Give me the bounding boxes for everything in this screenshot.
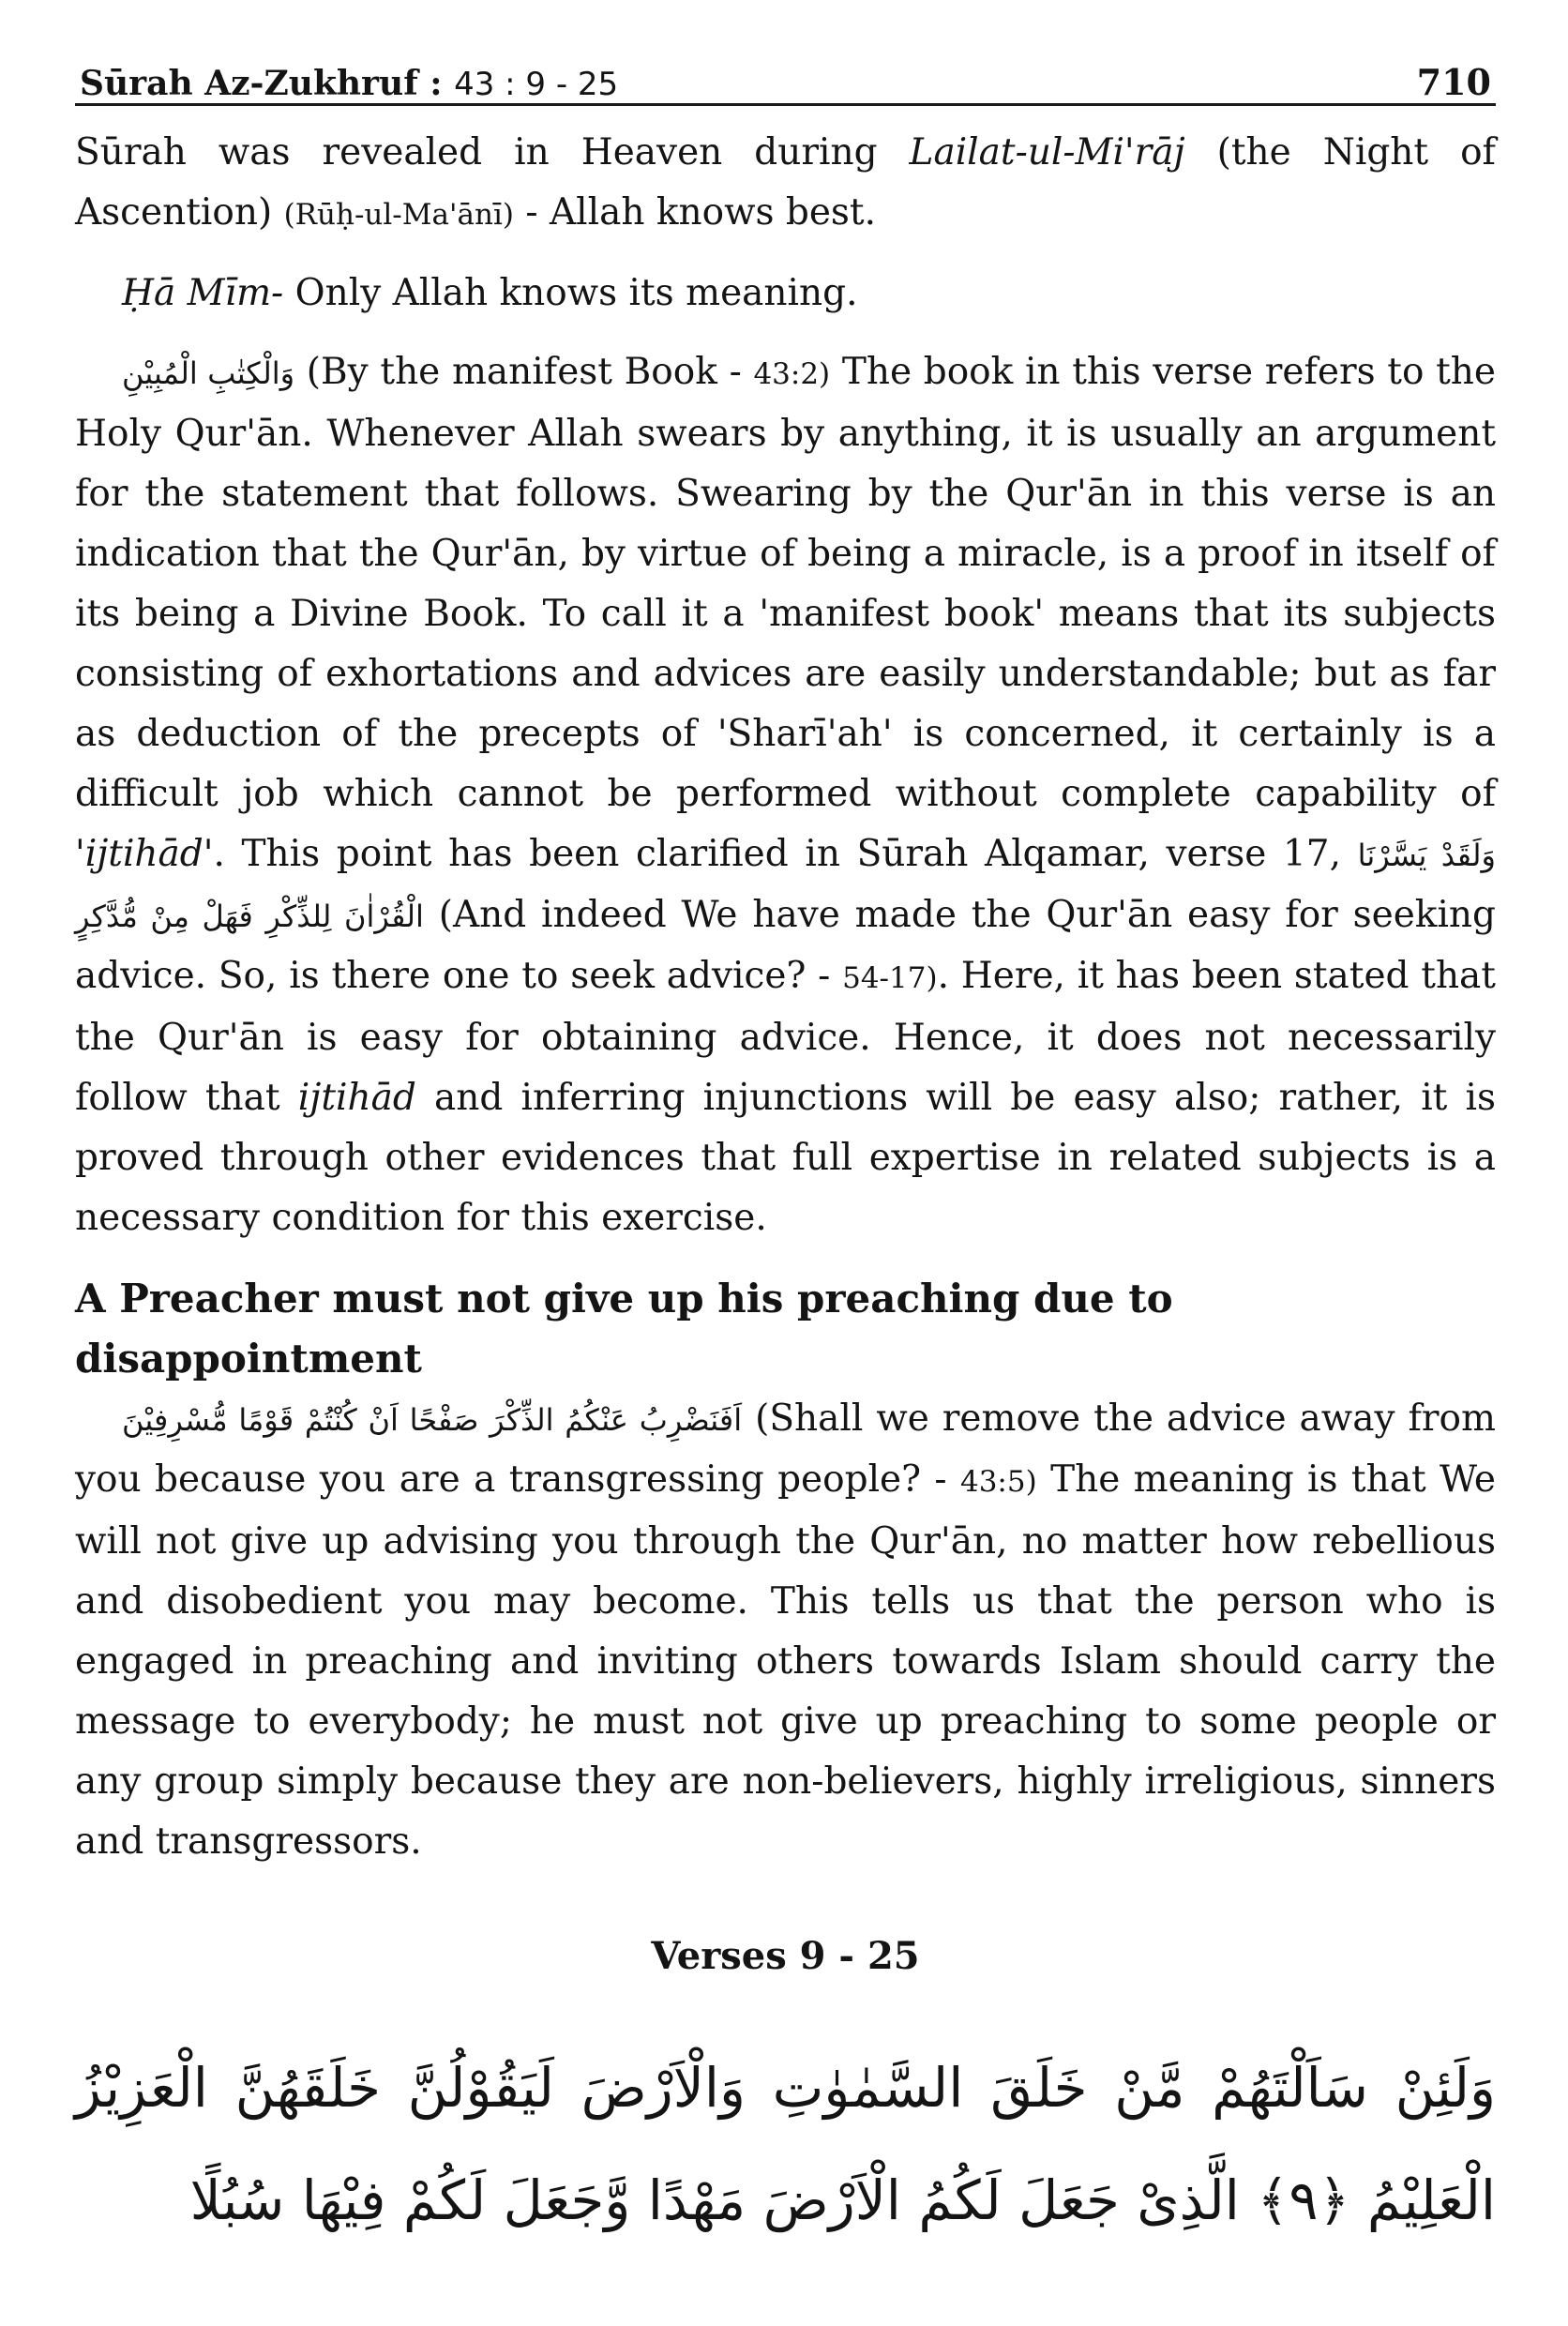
text-run: (And indeed We have made the Qur'ān easy for seeking advice. So, is there one to seek advice? - <box>75 894 1497 997</box>
body-text <box>75 123 1496 2257</box>
paragraph-revelation <box>75 123 1496 245</box>
running-header <box>75 38 1496 106</box>
text-run: - Allah knows best. <box>513 191 876 234</box>
paragraph-preaching <box>75 1389 1496 1872</box>
text-run: The meaning is that We will not give up advising you through the Qur'ān, no matter how rebellious and disobedient you may become. This tells us that the person who is engaged in preaching and inviting others towards Islam should carry the message to everybody; he must not give up preaching to some people or any group simply because they are non-believers, highly irreligious, sinners and transgressors. <box>75 1458 1496 1863</box>
text-run: and inferring injunctions will be easy also; rather, it is proved through other evidences that full expertise in related subjects is a necessary condition for this exercise. <box>75 1077 1496 1239</box>
arabic-quote: وَلَقَدْ يَسَّرْنَا الْقُرْاٰنَ لِلذِّكْرِ فَهَلْ مِنْ مُّدَّكِرٍ <box>75 838 1496 934</box>
text-run: (By the manifest Book - <box>294 351 754 393</box>
source-citation: (Rūḥ-ul-Ma'ānī) <box>283 198 514 232</box>
text-run: (Shall we remove the advice away from you because you are a transgressing people? - <box>75 1397 1497 1501</box>
surah-name: Sūrah Az-Zukhruf : <box>80 64 443 103</box>
text-run: Sūrah was revealed in Heaven during <box>75 131 910 174</box>
paragraph-manifest-book <box>75 342 1496 1248</box>
verse-reference: 43:2) <box>753 357 831 391</box>
arabic-quote: اَفَنَضْرِبُ عَنْكُمُ الذِّكْرَ صَفْحًا اَنْ كُنْتُمْ قَوْمًا مُّسْرِفِيْنَ <box>122 1402 743 1438</box>
verse-range: 43 : 9 - 25 <box>454 66 619 103</box>
page <box>75 38 1496 2257</box>
term-ijtihad: ijtihād <box>297 1077 416 1119</box>
term-ha-mim: Ḥā Mīm- <box>122 272 284 314</box>
arabic-verses: وَلَئِنْ سَاَلْتَهُمْ مَّنْ خَلَقَ السَّمٰوٰتِ وَالْاَرْضَ لَيَقُوْلُنَّ خَلَقَهُنَّ الْعَزِيْزُ الْعَلِيْمُ ﴿٩﴾ الَّذِىْ جَعَلَ لَكُمُ الْاَرْضَ مَهْدًا وَّجَعَلَ لَكُمْ فِيْهَا سُبُلًا <box>75 2056 1496 2232</box>
text-run: . This point has been clarified in Sūrah Alqamar, verse 17, <box>213 833 1358 875</box>
text-run: . Here, it has been stated that the Qur'ān is easy for obtaining advice. Hence, it does not necessarily follow that <box>75 955 1496 1119</box>
text-run: Only Allah knows its meaning. <box>283 272 858 314</box>
verse-reference: 54-17) <box>842 961 938 995</box>
section-heading: A Preacher must not give up his preaching due to disappointment <box>75 1276 1173 1382</box>
paragraph-ha-mim <box>75 264 1496 324</box>
term-lailat-ul-miraj: Lailat-ul-Mi'rāj <box>909 131 1185 174</box>
page-number: 710 <box>1416 61 1491 103</box>
arabic-quote: وَالْكِتٰبِ الْمُبِيْنِ <box>122 355 295 391</box>
text-run: The book in this verse refers to the Holy Qur'ān. Whenever Allah swears by anything, it is usually an argument for the statement that follows. Swearing by the Qur'ān in this verse is an indication that the Qur'ān, by virtue of being a miracle, is a proof in itself of its being a Divine Book. To call it a 'manifest book' means that its subjects consisting of exhortations and advices are easily understandable; but as far as deduction of the precepts of 'Sharī'ah' is concerned, it certainly is a difficult job which cannot be performed without complete capability of <box>75 351 1496 815</box>
text-run: (the Night of Ascention) <box>75 131 1496 234</box>
verse-reference: 43:5) <box>959 1465 1037 1499</box>
term-ijtihad: 'ijtihād' <box>75 833 214 875</box>
verses-heading: Verses 9 - 25 <box>651 1934 920 1978</box>
surah-title <box>80 64 618 103</box>
